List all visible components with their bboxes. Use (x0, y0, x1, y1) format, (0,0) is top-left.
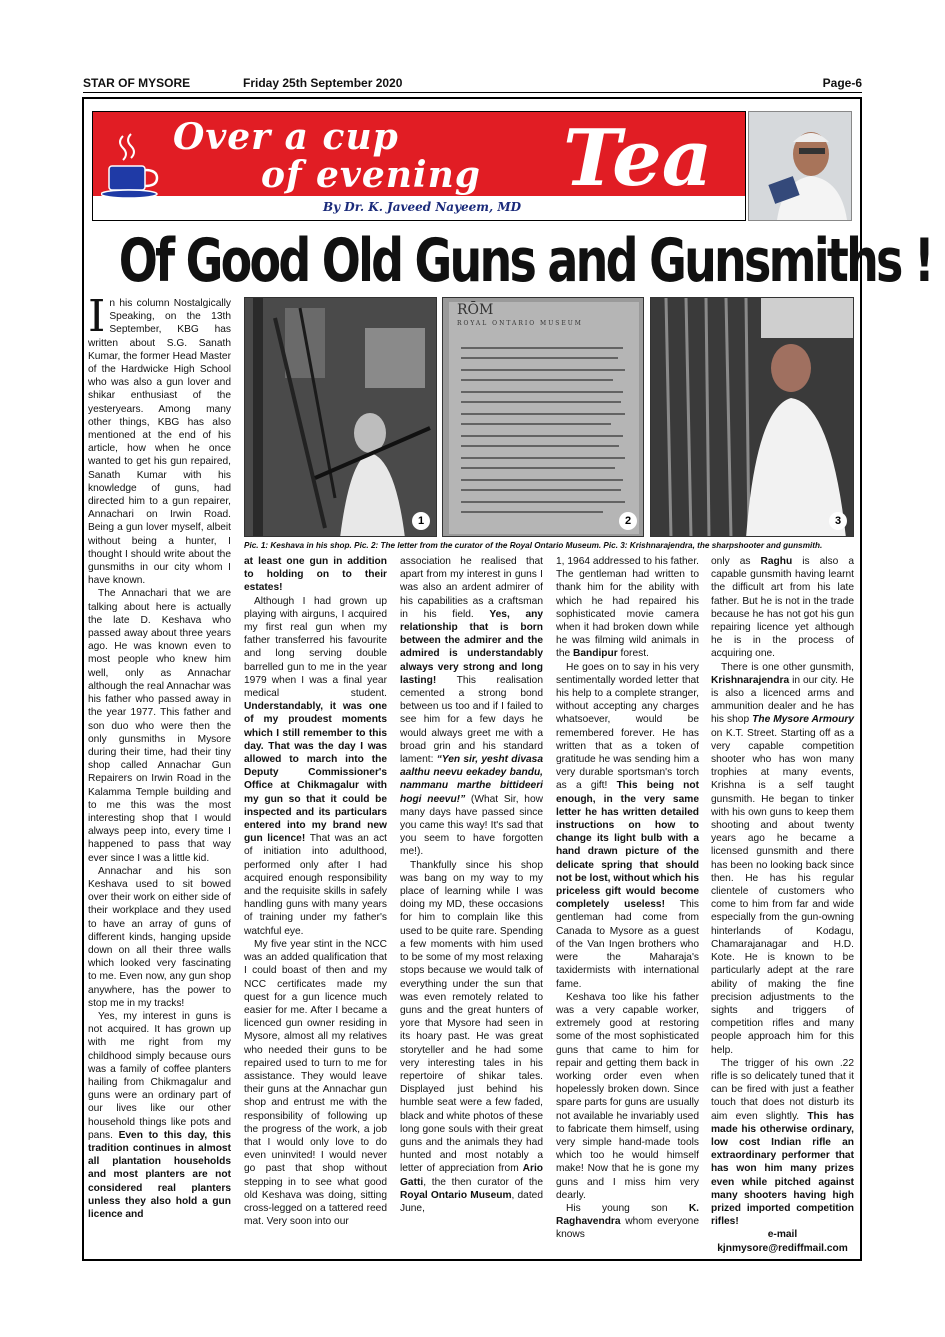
col3-para-2: Thankfully since his shop was bang on my way to my place of learning while I was doing my MD, these occasions for him to complain like this used to be quite rare. Spending a few moments with him used to be some of my most relaxing stops because we would talk of everything under the sun that was even remotely related to guns and the great hunters of yore that Mysore had seen in its hoary past. He was great storyteller and he had some very interesting tales in his repertoire of shikar tales. Displayed just behind his humble seat were a few faded, black and white photos of these long gone souls with their great guns and the animals they had hunted and most notably a letter of appreciation from Ario Gatti, the then curator of the Royal Ontario Museum, dated June, (400, 859, 543, 1214)
col1-para-1: In his column Nostalgically Speaking, on the 13th September, KBG has written about S.G. Sanath Kumar, the former Head Master of the Hardwicke High School who was also a gun lover and shikar enthusiast of the yesteryears. Among many other things, KBG has also mentioned at the end of his article, how when he once wanted to get his gun repaired, Sanath Kumar with his knowledge of guns, had directed him to a gun repairer, Annachari on Irwin Road. Being a gun lover myself, albeit without being a hunter, I thought I should write about the gunsmiths in our city whom I have known. (88, 291, 231, 587)
col1-para-2: The Annachari that we are talking about here is actually the late D. Keshava who passed away about three years ago. He was known even to most people who knew him well, only as Annachar although the real Annachar was his father who passed away in the year 1977. This father and son duo who were then the only gunsmiths in Mysore during their time, had their tiny shop called Annachar Gun Repairers on Irwin Road in the Kalamma Temple building and to me this was the most interesting shop that I would always peep into, every time I happened to pass that way ever since I was a little kid. (88, 588, 231, 864)
col4-para-3: Keshava too like his father was a very capable worker, extremely good at restoring some of the most sophisticated guns that came to him for repair and getting them back in working order even when hopelessly broken down. Since spare parts for guns are usually not available he invariably used to fabricate them himself, using very simple hand-made tools which too he would himself make! Now that he is gone my guns and I miss him very dearly. (556, 991, 699, 1201)
photo-number-1: 1 (412, 512, 430, 530)
col5-para-1: only as Raghu is also a capable gunsmith having learnt the difficult art from his late father. But he is not in the trade because he has not got his gun repairing licence yet although he is in the process of acquiring one. (711, 556, 855, 660)
page-header (83, 76, 862, 92)
column-4 (556, 555, 699, 1242)
author-photo (748, 111, 852, 221)
col4-para-4: His young son K. Raghavendra whom everyone knows (556, 1202, 699, 1241)
photo-number-3: 3 (829, 512, 847, 530)
column-3 (400, 555, 543, 1215)
col1-para-4: Yes, my interest in guns is not acquired. It has grown up with me right from my childhood simply because ours was a family of coffee planters hailing from Chikmagalur and guns were an ordinary part of our lives like our other household things like pots and pans. Even to this day, this tradition continues in almost all plantation households and most planters are not considered real planters unless they also hold a gun licence and (88, 1010, 231, 1221)
photo-krishnarajendra-image (651, 298, 854, 537)
banner-title-line1: Over a cup (173, 116, 399, 158)
photo-keshava (244, 297, 437, 537)
photo-number-2: 2 (619, 512, 637, 530)
column-banner (92, 111, 746, 221)
column-1 (88, 291, 231, 1221)
photo-letter-image (443, 298, 644, 537)
email-address[interactable]: kjnmysore@rediffmail.com (717, 1242, 848, 1254)
col5-para-2: There is one other gunsmith, Krishnarajendra in our city. He is also a licenced arms and ammunition dealer and he has his shop The Mysore Armoury on K.T. Street. Starting off as a very capable competition shooter who has won many trophies at many events, Krishna is a self taught gunsmith. He began to tinker with his own guns to keep them shooting and about twenty years ago he became a licensed gunsmith and there has been no looking back since then. He has his regular clientele of customers who come to him from far and wide especially from the gun-owning hinterlands of Kodagu, Chamarajanagar and H.D. Kote. He is known to be particularly adept at the rare ability of making the fine precision adjustments to the sights and triggers of competition rifles and many people approach him for this help. (711, 661, 854, 1056)
banner-tea-word: Tea (563, 113, 713, 204)
author-portrait-image (749, 112, 851, 220)
column-2 (244, 555, 387, 1228)
letter-heading: ROYAL ONTARIO MUSEUM (457, 320, 583, 327)
col2-para-1: at least one gun in addition to holding on to their estates! (244, 556, 387, 594)
col4-para-1: 1, 1964 addressed to his father. The gentleman had written to thank him for the ability with which he had repaired his sophisticated movie camera when it had broken down while he was filming wild animals in the Bandipur forest. (556, 556, 699, 660)
author-byline: By Dr. K. Javeed Nayeem, MD (323, 200, 522, 214)
banner-title-line2: of evening (261, 154, 481, 196)
paper-name: STAR OF MYSORE (83, 76, 191, 90)
teacup-icon (101, 132, 171, 202)
col2-para-2: Although I had grown up playing with airguns, I acquired my first real gun when my father transferred his favourite and long serving double barrelled gun to me in the year 1979 when I was a final year medical student. Understandably, it was one of my proudest moments which I still remember to this day. That was the day I was allowed to march into the Deputy Commissioner's Office at Chikmagalur with my gun so that it could be inspected and its particulars entered into my brand new gun licence! That was an act of initiation into adulthood, performed only after I had acquired enough responsibility and the requisite skills in safely handling guns with many years of training under my father's watchful eye. (244, 595, 387, 937)
col4-para-2: He goes on to say in his very sentimentally worded letter that his help to a complete stranger, without accepting any charges whatsoever, would be remembered forever. He has written that as a token of gratitude he was sending him a very durable sportsman's torch as a gift! This being not enough, in the very same letter he has written detailed instructions on how to change its light bulb with a hand drawn picture of the delicate spring that should not be lost, without which his priceless gift would become completely useless! This gentleman had come from Canada to Mysore as a guest of the Van Ingen brothers who were the Maharaja's taxidermists with international fame. (556, 661, 700, 990)
photo-letter (442, 297, 644, 537)
issue-date: Friday 25th September 2020 (243, 76, 403, 90)
drop-cap: I (88, 291, 106, 342)
header-rule (83, 92, 862, 93)
photo-krishnarajendra (650, 297, 854, 537)
col5-para-3: The trigger of his own .22 rifle is so delicately tuned that it can be fired with just a feather touch that does not disturb its aim even slightly. This has made his otherwise ordinary, low cost Indian rifle an extraordinary performer that has won him many prizes even while pitched against many shooters having high prized imported competition rifles! (711, 1057, 855, 1228)
email-label: e-mail (767, 1229, 798, 1241)
photo-caption: Pic. 1: Keshava in his shop. Pic. 2: The letter from the curator of the Royal Ontario Museum. Pic. 3: Krishnarajendra, the sharpshooter and gunsmith. (244, 541, 823, 550)
col2-para-3: My five year stint in the NCC was an added qualification that I could boast of then and my NCC certificates made my quest for a gun licence much easier for me. After I became a licenced gun owner residing in Mysore, almost all my relatives who needed their guns to be repaired used to turn to me for assistance. They would leave their guns at the Annachar gun shop and entrust me with the responsibility of following up the progress of the work, a job that I would only love to do even uninvited! I would never go past that shop without stepping in to see what good old Keshava was doing, sitting cross-legged on a tattered reed mat. Very soon into our (244, 938, 387, 1228)
col3-para-1: association he realised that apart from my interest in guns I was also an ardent admirer of his capabilities as a craftsman in his field. Yes, any relationship that is born between the admirer and the admired is understandably always very strong and long lasting! This realisation cemented a strong bond between us too and if I failed to see him for a few days he would always greet me with a broad grin and his standard lament: “Yen sir, yesht divasa aalthu neevu eekadey bandu, nammanu marthe bittideeri hogi neevu!” (What Sir, how many days have passed since you came this way! It's sad that you seem to have forgotten me!). (400, 556, 543, 858)
photo-keshava-image (245, 298, 437, 537)
page-number: Page-6 (822, 76, 862, 90)
banner-red-band (93, 112, 745, 204)
letter-logo: RŌM (457, 302, 494, 318)
col1-para-3: Annachar and his son Keshava used to sit bowed over their work on either side of their workplace and they used to have an array of guns of different kinds, hanging upside down on all their three walls which looked very fascinating to me. Even now, any gun shop anywhere, has the power to stop me in my tracks! (88, 865, 231, 1009)
article-headline: Of Good Old Guns and Gunsmiths ! (118, 226, 933, 296)
column-5 (711, 555, 854, 1255)
